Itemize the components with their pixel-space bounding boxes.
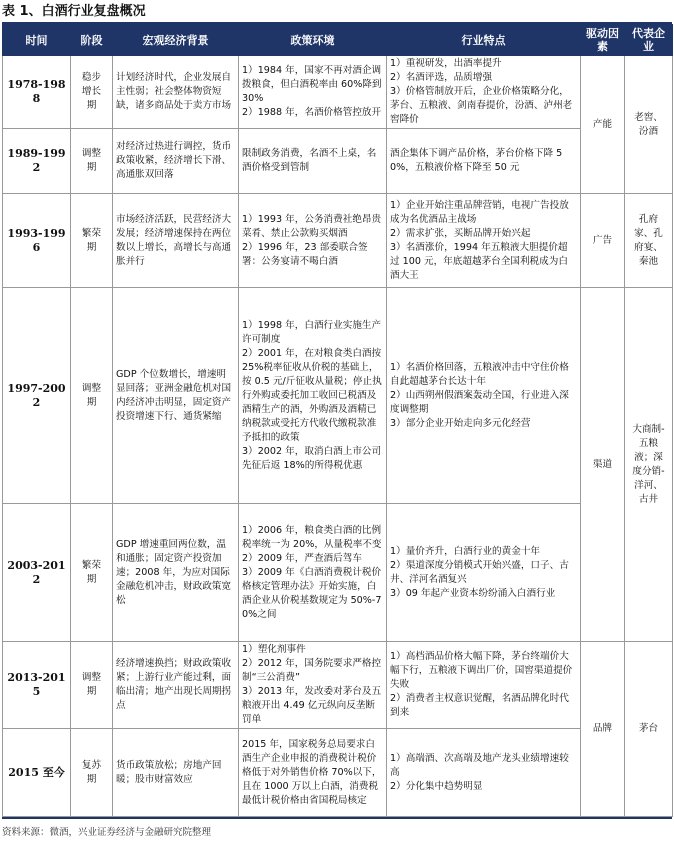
policy-item: 1）1993 年，公务消费社绝昂贵菜肴、禁止公款购买烟酒	[242, 213, 382, 239]
period-cell: 1993-1996	[3, 194, 71, 288]
table-bottom-rule	[2, 817, 672, 819]
industry-item: 2）需求扩张，买断品牌开始兴起	[390, 227, 531, 239]
policy-cell	[239, 504, 387, 642]
period-cell: 2003-2012	[3, 504, 71, 642]
table-row	[3, 194, 673, 288]
table-row	[3, 729, 673, 817]
stage-cell: 稳步增长期	[71, 56, 113, 129]
industry-item: 3）部分企业开始走向多元化经营	[390, 417, 531, 429]
header-stage: 阶段	[71, 25, 113, 56]
policy-item: 2）1996 年，23 部委联合签署：公务宴请不喝白酒	[242, 241, 368, 267]
review-table	[2, 24, 673, 817]
industry-item: 1）高端酒、次高端及地产龙头业绩增速较高	[390, 752, 569, 778]
policy-item: 2）2001 年，在对粮食类白酒按 25%税率征收从价税的基础上，按 0.5 元/斤征收从量税；停止执行外购或委托加工收回已税酒及酒精生产的酒，外购酒及酒精已纳税款或受托方代收代缴税款准予抵扣的政策	[242, 347, 382, 443]
industry-item: 2）山西朔州假酒案轰动全国，行业进入深度调整期	[390, 389, 569, 415]
industry-item: 3）价格管制放开后，企业价格策略分化，茅台、五粮液、剑南春提价，汾酒、泸州老窖降价	[390, 86, 573, 125]
industry-item: 1）高档酒品价格大幅下降，茅台终端价大幅下行，五粮液下调出厂价，国窖渠道提价失败	[390, 651, 573, 690]
period-cell: 2015 至今	[3, 729, 71, 817]
table-row	[3, 504, 673, 642]
macro-cell: 经济增速换挡；财政政策收紧；上游行业产能过剩，面临出清；地产出现长周期拐点	[113, 642, 239, 729]
table-title: 表 1、白酒行业复盘概况	[2, 4, 146, 19]
header-policy: 政策环境	[239, 25, 387, 56]
macro-cell: GDP 增速重回两位数，温和通胀；固定资产投资加速；2008 年，为应对国际金融危机冲击，财政政策宽松	[113, 504, 239, 642]
industry-cell	[387, 642, 581, 729]
driver-cell: 产能	[581, 56, 625, 194]
industry-item: 2）消费者主权意识觉醒，名酒品牌化时代到来	[390, 693, 569, 718]
table-row	[3, 642, 673, 729]
policy-item: 2）1988 年，名酒价格管控放开	[242, 107, 382, 118]
industry-item: 1）名酒价格回落，五粮液冲击中守住价格自此超越茅台长达十年	[390, 361, 569, 387]
table-row	[3, 56, 673, 129]
rep-company-cell: 茅台	[625, 642, 673, 817]
policy-item: 3）2013 年，发改委对茅台及五粮液开出 4.49 亿元纵向反垄断罚单	[242, 686, 382, 725]
industry-item: 3）09 年起产业资本纷纷涌入白酒行业	[390, 587, 556, 599]
period-cell: 2013-2015	[3, 642, 71, 729]
policy-item: 3）2009 年《白酒消费税计税价格核定管理办法》开始实施，白酒企业从价税基数规定为 50%-70%之间	[242, 566, 382, 620]
policy-item: 2）2012 年，国务院要求严格控制“三公消费”	[242, 658, 382, 683]
driver-cell: 广告	[581, 194, 625, 288]
driver-cell: 渠道	[581, 288, 625, 642]
stage-cell: 调整期	[71, 129, 113, 194]
rep-company-cell: 老窖、汾酒	[625, 56, 673, 194]
industry-item: 1）量价齐升，白酒行业的黄金十年	[390, 545, 541, 557]
policy-cell	[239, 288, 387, 504]
industry-cell	[387, 504, 581, 642]
macro-cell: 对经济过热进行调控，货币政策收紧，经济增长下滑、高通胀双回落	[113, 129, 239, 194]
stage-cell: 繁荣期	[71, 194, 113, 288]
macro-cell: 货币政策放松；房地产回暖；股市财富效应	[113, 729, 239, 817]
macro-cell: GDP 个位数增长，增速明显回落；亚洲金融危机对国内经济冲击明显，固定资产投资增速下行、通货紧缩	[113, 288, 239, 504]
policy-cell	[239, 129, 387, 194]
industry-item: 2）渠道深度分销模式开始兴盛，口子、古井、洋河名酒复兴	[390, 559, 569, 585]
policy-cell	[239, 194, 387, 288]
industry-cell	[387, 194, 581, 288]
industry-item: 2）名酒评选，品质增强	[390, 72, 493, 83]
header-macro: 宏观经济背景	[113, 25, 239, 56]
table-row	[3, 129, 673, 194]
industry-item: 3）名酒涨价，1994 年五粮液大胆提价超过 100 元，年底超越茅台全国利税成为白酒大王	[390, 241, 568, 281]
industry-cell	[387, 729, 581, 817]
source-note: 资料来源：微酒，兴业证券经济与金融研究院整理	[2, 827, 212, 838]
policy-cell	[239, 56, 387, 129]
header-rep: 代表企业	[625, 25, 673, 56]
period-cell: 1978-1988	[3, 56, 71, 129]
stage-cell: 调整期	[71, 288, 113, 504]
industry-cell	[387, 288, 581, 504]
industry-cell	[387, 129, 581, 194]
period-cell: 1989-1992	[3, 129, 71, 194]
stage-cell: 调整期	[71, 642, 113, 729]
rep-company-cell: 孔府家、孔府宴、秦池	[625, 194, 673, 288]
policy-item: 1）1998 年，白酒行业实施生产许可制度	[242, 319, 382, 345]
industry-item: 1）重视研发，出酒率提升	[390, 58, 502, 69]
industry-item: 1）企业开始注重品牌营销，电视广告投放成为名优酒品主战场	[390, 199, 569, 225]
policy-cell	[239, 729, 387, 817]
rep-company-cell: 大商制-五粮液；深度分销-洋河、古井	[625, 288, 673, 642]
header-period: 时间	[3, 25, 71, 56]
policy-cell	[239, 642, 387, 729]
period-cell: 1997-2002	[3, 288, 71, 504]
policy-item: 1）1984 年，国家不再对酒企调拨粮食，但白酒税率由 60%降到 30%	[242, 65, 382, 104]
policy-item: 3）2002 年，取消白酒上市公司先征后返 18%的所得税优惠	[242, 445, 382, 471]
policy-item: 2015 年，国家税务总局要求白酒生产企业申报的消费税计税价格低于对外销售价格 70%以下，且在 1000 万以上白酒，消费税最低计税价格由省国税局核定	[242, 738, 382, 806]
policy-item: 2）2009 年，严查酒后驾车	[242, 552, 362, 564]
policy-item: 1）2006 年，粮食类白酒的比例税率统一为 20%，从量税率不变	[242, 524, 382, 550]
header-industry: 行业特点	[387, 25, 581, 56]
macro-cell: 市场经济活跃，民营经济大发展；经济增速保持在两位数以上增长，高增长与高通胀并行	[113, 194, 239, 288]
stage-cell: 繁荣期	[71, 504, 113, 642]
industry-item: 酒企集体下调产品价格，茅台价格下降 50%，五粮液价格下降至 50 元	[390, 148, 563, 173]
stage-cell: 复苏期	[71, 729, 113, 817]
driver-cell: 品牌	[581, 642, 625, 817]
header-row	[3, 25, 673, 56]
header-driver: 驱动因素	[581, 25, 625, 56]
table-row	[3, 288, 673, 504]
policy-item: 限制政务消费，名酒不上桌，名酒价格受到管制	[242, 148, 377, 173]
industry-item: 2）分化集中趋势明显	[390, 780, 483, 792]
industry-cell	[387, 56, 581, 129]
macro-cell: 计划经济时代，企业发展自主性弱；社会整体物资短缺，诸多商品处于卖方市场	[113, 56, 239, 129]
policy-item: 1）塑化剂事件	[242, 644, 306, 655]
